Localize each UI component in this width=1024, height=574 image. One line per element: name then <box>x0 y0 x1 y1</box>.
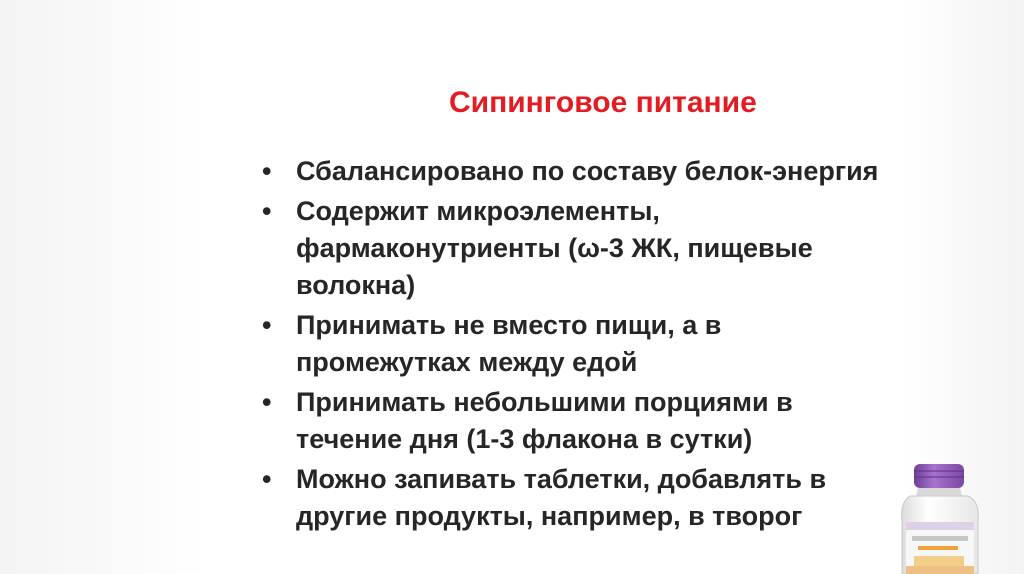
bullet-marker: • <box>262 156 272 186</box>
left-margin-shade <box>0 0 205 574</box>
bullet-item-4 <box>262 384 882 458</box>
bullet-line: промежутках между едой <box>296 347 638 377</box>
bullet-line: Можно запивать таблетки, добавлять в <box>296 464 827 494</box>
bullet-item-5 <box>262 461 882 535</box>
bullet-item-2 <box>262 193 882 304</box>
bullet-line: фармаконутриенты (ω-3 ЖК, пищевые <box>296 233 813 263</box>
bullet-line: волокна) <box>296 270 416 300</box>
bullet-marker: • <box>262 310 272 340</box>
bullet-line: Принимать не вместо пищи, а в <box>296 310 722 340</box>
bullet-line: Принимать небольшими порциями в <box>296 387 793 417</box>
bullet-list <box>262 153 882 538</box>
bullet-line: течение дня (1-3 флакона в сутки) <box>296 424 753 454</box>
bullet-item-1 <box>262 153 882 190</box>
bullet-item-3 <box>262 307 882 381</box>
bullet-marker: • <box>262 387 272 417</box>
bullet-marker: • <box>262 196 272 226</box>
slide-title: Сипинговое питание <box>449 86 757 119</box>
bullet-line: Содержит микроэлементы, <box>296 196 660 226</box>
nutrition-bottle-icon <box>892 462 984 574</box>
bullet-line: Сбалансировано по составу белок-энергия <box>296 156 879 186</box>
bullet-marker: • <box>262 464 272 494</box>
bullet-line: другие продукты, например, в творог <box>296 501 803 531</box>
bottle-neck <box>916 488 962 496</box>
